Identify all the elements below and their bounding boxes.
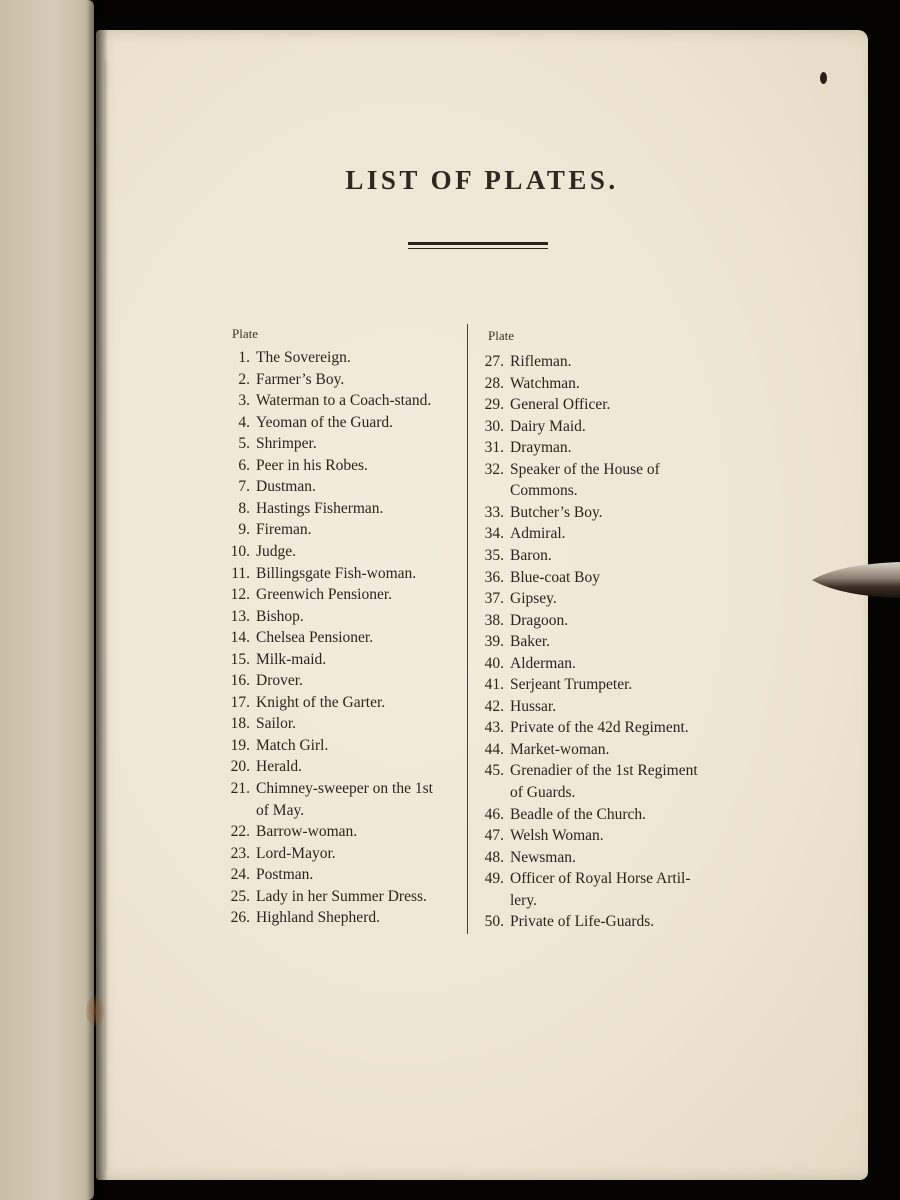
plate-title: Officer of Royal Horse Artil- (510, 870, 691, 888)
plate-entry (218, 585, 392, 605)
plate-number: 2. (238, 370, 250, 388)
plate-title: Drover. (256, 672, 303, 690)
plate-entry (218, 865, 313, 885)
plate-title: Hastings Fisherman. (256, 499, 384, 517)
plate-entry (218, 413, 393, 433)
plate-title: Butcher’s Boy. (510, 503, 603, 521)
plate-title: Dragoon. (510, 611, 569, 629)
plate-entry (218, 887, 427, 907)
plate-entry (472, 632, 550, 652)
plate-number: 46. (484, 805, 504, 823)
plate-entry (472, 826, 604, 846)
plate-number: 15. (230, 650, 250, 668)
plate-entry (218, 714, 296, 734)
plate-title: Private of Life-Guards. (510, 913, 655, 931)
plate-entry (218, 348, 351, 368)
plate-number: 50. (484, 913, 504, 931)
plate-title: Peer in his Robes. (256, 456, 368, 474)
ink-speck (820, 72, 827, 84)
plate-entry (218, 499, 383, 519)
plate-entry (472, 395, 610, 415)
plate-entry (218, 908, 380, 928)
plate-title: Hussar. (510, 697, 557, 715)
plate-entry (472, 805, 646, 825)
plate-title: Fireman. (256, 521, 312, 539)
plate-number: 27. (484, 353, 504, 370)
plate-title: Gipsey. (510, 590, 557, 608)
title-rule-thin (408, 248, 548, 249)
plate-title: Drayman. (510, 439, 572, 457)
plate-number: 33. (484, 503, 504, 521)
plate-title: Bishop. (256, 607, 304, 625)
plate-title: Market-woman. (510, 740, 610, 758)
plate-entry (218, 607, 304, 627)
plate-entry (472, 654, 576, 674)
plate-number: 11. (231, 564, 250, 582)
plate-title: Speaker of the House of (510, 460, 660, 478)
title-rule-thick (408, 242, 548, 245)
plate-number: 18. (230, 715, 250, 733)
plate-title: Greenwich Pensioner. (256, 586, 393, 604)
plate-number: 36. (484, 568, 504, 586)
plate-title: Newsman. (510, 848, 576, 866)
plate-number: 20. (230, 758, 250, 776)
plate-title: Admiral. (510, 525, 566, 543)
plate-title: Alderman. (510, 654, 576, 672)
plate-title: Milk-maid. (256, 650, 327, 668)
plate-number: 42. (484, 697, 504, 715)
plate-number: 6. (238, 456, 250, 474)
plate-entry (472, 352, 572, 372)
plate-entry (472, 697, 556, 717)
bookmark-object (810, 556, 900, 604)
plate-entry (472, 761, 698, 781)
plate-number: 12. (230, 586, 250, 604)
plate-title: Serjeant Trumpeter. (510, 676, 633, 694)
plate-entry (472, 568, 600, 588)
stain-mark (86, 996, 104, 1026)
plate-entry (218, 693, 385, 713)
plate-title: Highland Shepherd. (256, 909, 380, 927)
plate-entry-continuation: Commons. (510, 482, 578, 500)
plate-number: 30. (484, 417, 504, 435)
plate-title: Yeoman of the Guard. (256, 413, 394, 431)
gutter-fold (104, 60, 110, 1170)
plate-title: Waterman to a Coach-stand. (256, 392, 432, 410)
plate-number: 9. (238, 521, 250, 539)
plate-entry (218, 477, 316, 497)
plate-number: 44. (484, 740, 504, 758)
plate-entry (218, 456, 368, 476)
plate-number: 1. (238, 349, 250, 366)
column-divider (467, 324, 468, 934)
plate-title: Baker. (510, 633, 551, 651)
plate-entry (472, 869, 691, 889)
plate-number: 23. (230, 844, 250, 862)
plate-title: Chelsea Pensioner. (256, 629, 374, 647)
plate-entry (472, 503, 603, 523)
plate-entry (218, 779, 433, 799)
plate-entry (472, 848, 576, 868)
plate-entry (472, 546, 552, 566)
plate-number: 7. (238, 478, 250, 496)
plate-number: 28. (484, 374, 504, 392)
plate-entry (218, 822, 357, 842)
plate-entry-continuation: lery. (510, 891, 537, 909)
plate-number: 19. (230, 736, 250, 754)
plate-number: 39. (484, 633, 504, 651)
plate-number: 32. (484, 460, 504, 478)
plate-entry (472, 417, 586, 437)
plate-number: 4. (238, 413, 250, 431)
plate-entry-continuation: of Guards. (510, 784, 576, 801)
plate-title: Billingsgate Fish-woman. (256, 564, 417, 582)
plate-number: 22. (230, 823, 250, 841)
plate-entry (218, 671, 303, 691)
plate-title: Blue-coat Boy (510, 568, 600, 586)
plate-number: 47. (484, 827, 504, 845)
plate-title: Grenadier of the 1st Regiment (510, 762, 698, 780)
plate-number: 16. (230, 672, 250, 690)
plate-entry (218, 391, 431, 411)
plate-title: Welsh Woman. (510, 827, 604, 845)
plate-title: Judge. (256, 542, 297, 560)
facing-page-edge (0, 0, 94, 1200)
plate-entry (472, 524, 566, 544)
plate-number: 26. (230, 909, 250, 927)
plate-number: 13. (230, 607, 250, 625)
plate-title: Match Girl. (256, 736, 329, 754)
plate-number: 37. (484, 590, 504, 608)
plate-entry (218, 628, 373, 648)
plate-number: 40. (484, 654, 504, 672)
plate-number: 38. (484, 611, 504, 629)
plate-title: Barrow-woman. (256, 823, 358, 841)
plate-number: 3. (238, 392, 250, 410)
plate-title: Lord-Mayor. (256, 844, 336, 862)
plate-number: 5. (238, 435, 250, 453)
plate-number: 41. (484, 676, 504, 694)
plate-title: Postman. (256, 866, 314, 884)
plate-number: 10. (230, 542, 250, 560)
plate-number: 35. (484, 546, 504, 564)
plate-entry (218, 370, 344, 390)
plate-entry (472, 374, 580, 394)
plate-entry (218, 434, 317, 454)
plate-entry (218, 542, 296, 562)
plate-title: Rifleman. (510, 353, 572, 370)
left-column-heading: Plate (232, 326, 258, 341)
plate-title: Herald. (256, 758, 303, 776)
right-column-heading: Plate (488, 328, 514, 343)
plate-title: Dustman. (256, 478, 316, 496)
plate-number: 43. (484, 719, 504, 737)
plate-number: 34. (484, 525, 504, 543)
plate-number: 8. (238, 499, 250, 517)
plate-number: 49. (484, 870, 504, 888)
plate-entry (472, 675, 632, 695)
plate-entry (472, 438, 572, 458)
plate-number: 48. (484, 848, 504, 866)
page-title: LIST OF PLATES. (345, 165, 619, 195)
plate-title: Watchman. (510, 374, 580, 392)
plate-entry (472, 718, 689, 738)
plate-entry (218, 844, 336, 864)
plate-title: Knight of the Garter. (256, 693, 386, 711)
plate-number: 31. (484, 439, 504, 457)
plate-number: 29. (484, 396, 504, 414)
plate-title: The Sovereign. (256, 349, 351, 366)
plate-entry (472, 740, 609, 760)
plate-title: General Officer. (510, 396, 611, 414)
plate-title: Beadle of the Church. (510, 805, 647, 823)
plate-title: Lady in her Summer Dress. (256, 887, 427, 905)
plate-number: 14. (230, 629, 250, 647)
plate-entry (218, 757, 302, 777)
plate-entry (218, 564, 416, 584)
plate-entry (472, 912, 654, 932)
plate-title: Dairy Maid. (510, 417, 586, 435)
plate-number: 17. (230, 693, 250, 711)
plate-title: Sailor. (256, 715, 297, 733)
plate-entry (472, 460, 660, 480)
plate-entry (218, 520, 312, 540)
plate-title: Shrimper. (256, 435, 317, 453)
plate-number: 21. (230, 780, 250, 797)
plate-number: 25. (230, 887, 250, 905)
plate-title: Chimney-sweeper on the 1st (256, 780, 433, 797)
plate-title: Private of the 42d Regiment. (510, 719, 689, 737)
plate-number: 45. (484, 762, 504, 780)
plate-title: Baron. (510, 546, 552, 564)
plate-entry (218, 650, 326, 670)
plate-entry (218, 736, 328, 756)
plate-title: Farmer’s Boy. (256, 370, 345, 388)
plate-entry-continuation: of May. (256, 801, 305, 819)
plate-number: 24. (230, 866, 250, 884)
plate-entry (472, 611, 568, 631)
plate-entry (472, 589, 557, 609)
